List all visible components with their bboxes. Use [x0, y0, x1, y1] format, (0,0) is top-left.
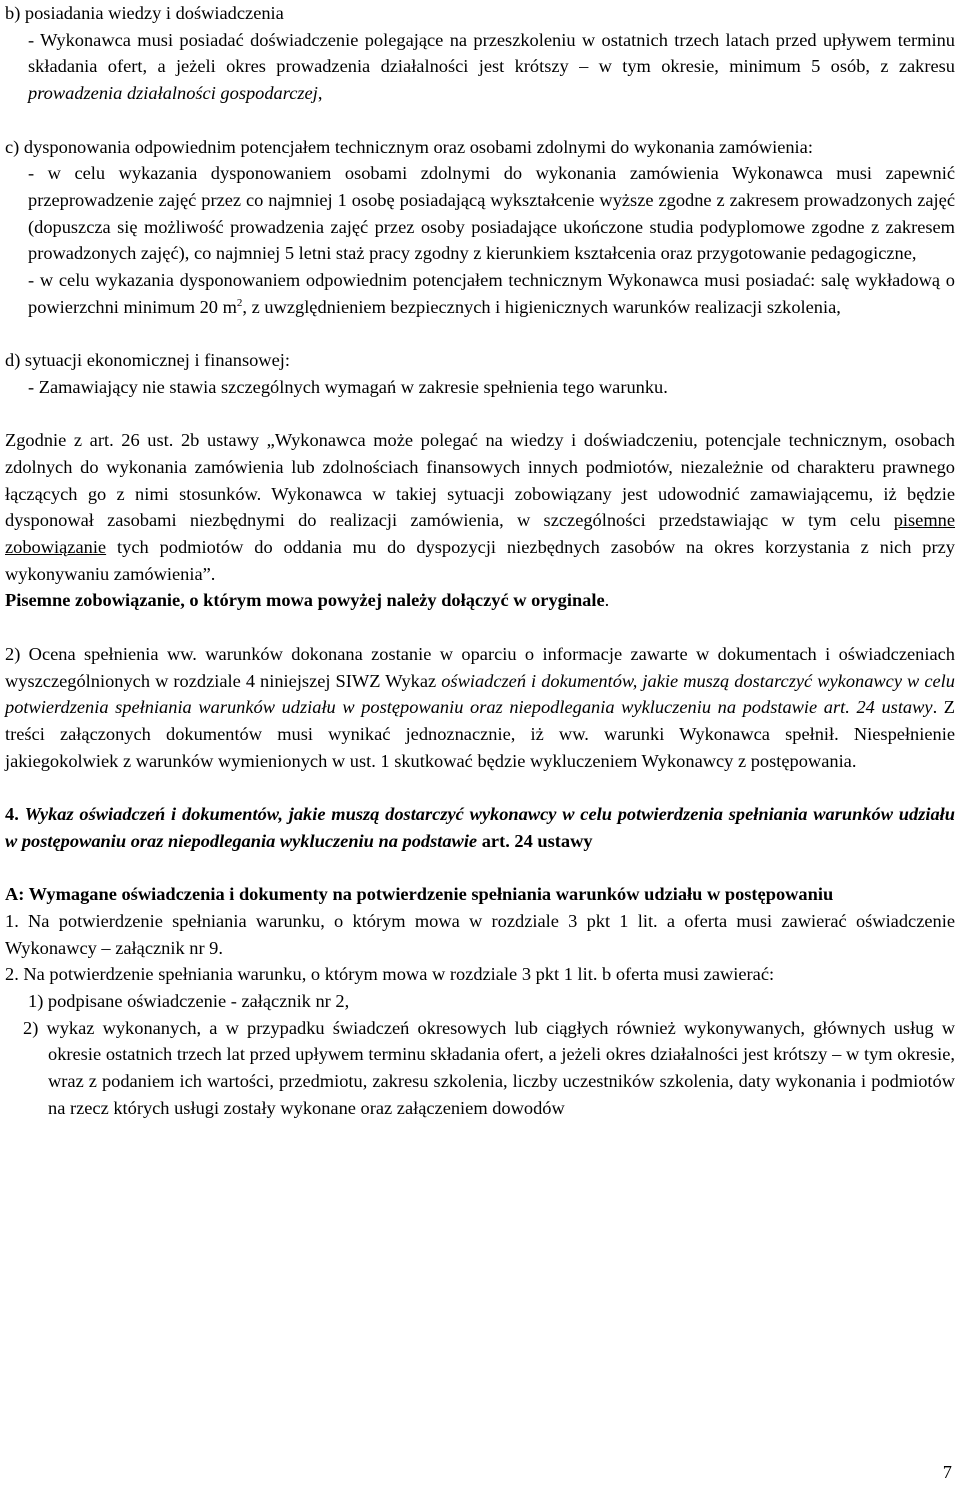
ocena-italic: oświadczeń i dokumentów, jakie muszą dostarczyć wykonawcy w celu potwierdzenia spełniania warunków udziału w postępowaniu oraz niepodlegania wykluczeniu na podstawie art. 24 ustawy	[5, 670, 955, 718]
article-26-bold-end: .	[604, 590, 610, 611]
section-a-heading: A: Wymagane oświadczenia i dokumenty na potwierdzenie spełniania warunków udziału w postępowaniu	[5, 884, 834, 905]
section-a-item-1: 1. Na potwierdzenie spełniania warunku, o którym mowa w rozdziale 3 pkt 1 lit. a oferta musi zawierać oświadczenie Wykonawcy – załącznik nr 9.	[5, 910, 955, 958]
section-c-item-2-text-b: , z uwzględnieniem bezpiecznych i higienicznych warunków realizacji szkolenia,	[242, 296, 841, 317]
article-26-text-a: Zgodnie z art. 26 ust. 2b ustawy „Wykonawca może polegać na wiedzy i doświadczeniu, potencjale technicznym, osobach zdolnych do wykonania zamówienia lub zdolnościach finansowych innych podmiotów, niezależnie od charakteru prawnego łączących go z nimi stosunków. Wykonawca w takiej sytuacji zobowiązany jest udowodnić zamawiającemu, iż będzie dysponował zasobami niezbędnymi do realizacji zamówienia, w szczególności przedstawiając w tym celu	[5, 430, 955, 531]
section-d-body: - Zamawiający nie stawia szczególnych wymagań w zakresie spełnienia tego warunku.	[28, 376, 668, 397]
section-4-italic: Wykaz oświadczeń i dokumentów, jakie muszą dostarczyć wykonawcy w celu potwierdzenia spełniania warunków udziału w postępowaniu oraz niepodlegania wykluczeniu na podstawie	[5, 804, 956, 851]
section-b-body-italic: prowadzenia działalności gospodarczej	[28, 83, 318, 104]
article-26-text-b: tych podmiotów do oddania mu do dyspozycji niezbędnych zasobów na okres korzystania z nich przy wykonywaniu zamówienia”.	[5, 537, 955, 584]
ocena-text-b: . Z treści załączonych dokumentów musi wynikać jednoznacznie, iż ww. warunki Wykonawca spełnił. Niespełnienie jakiegokolwiek z warunków wymienionych w ust. 1 skutkować będzie wykluczeniem Wykonawcy z postępowania.	[5, 697, 955, 771]
section-c-item-2-sup: 2	[236, 296, 243, 309]
section-4-end: art. 24 ustawy	[477, 830, 593, 851]
section-d-heading: d) sytuacji ekonomicznej i finansowej:	[5, 350, 290, 371]
section-c-item-2	[5, 267, 955, 320]
section-b-body	[5, 27, 955, 107]
page-number: 7	[942, 1462, 952, 1482]
article-26-paragraph	[5, 427, 955, 587]
section-b-heading: b) posiadania wiedzy i doświadczenia	[5, 3, 284, 23]
article-26-underlined: pisemne zobowiązanie	[5, 510, 955, 558]
article-26-bold-note	[5, 587, 955, 614]
section-a-item-2: 2. Na potwierdzenie spełniania warunku, o którym mowa w rozdziale 3 pkt 1 lit. b oferta musi zawierać:	[5, 964, 775, 985]
section-a-item-2-1: 1) podpisane oświadczenie - załącznik nr 2,	[28, 990, 350, 1011]
section-c-item-2-text-a: - w celu wykazania dysponowaniem odpowiednim potencjałem technicznym Wykonawca musi posiadać: salę wykładową o powierzchni minimum 20 m	[28, 270, 955, 317]
section-c-item-1: - w celu wykazania dysponowaniem osobami zdolnymi do wykonania zamówienia Wykonawca musi zapewnić przeprowadzenie zajęć przez co najmniej 1 osobę posiadającą wykształcenie wyższe zgodne z zakresem prowadzonych zajęć (dopuszcza się możliwość prowadzenia zajęć przez osoby posiadające ukończone studia podyplomowe zgodne z zakresem prowadzonych zajęć), co najmniej 5 letni staż pracy zgodny z kierunkiem kształcenia oraz przygotowanie pedagogiczne,	[28, 163, 955, 264]
section-c-heading: c) dysponowania odpowiednim potencjałem technicznym oraz osobami zdolnymi do wykonania zamówienia:	[5, 136, 813, 157]
section-4-number: 4.	[5, 804, 25, 825]
ocena-paragraph	[5, 641, 955, 775]
article-26-bold: Pisemne zobowiązanie, o którym mowa powyżej należy dołączyć w oryginale	[5, 590, 605, 611]
section-b-body-text: - Wykonawca musi posiadać doświadczenie polegające na przeszkoleniu w ostatnich trzech latach przed upływem terminu składania ofert, a jeżeli okres prowadzenia działalności jest krótszy – w tym okresie, minimum 5 osób, z zakresu	[28, 29, 955, 77]
document-page	[5, 0, 955, 1121]
ocena-text-a: 2) Ocena spełnienia ww. warunków dokonana zostanie w oparciu o informacje zawarte w dokumentach i oświadczeniach wyszczególnionych w rozdziale 4 niniejszej SIWZ Wykaz	[5, 643, 955, 691]
section-b-body-end: ,	[317, 83, 323, 104]
section-4-heading	[5, 801, 955, 854]
section-a-item-2-2: 2) wykaz wykonanych, a w przypadku świadczeń okresowych lub ciągłych również wykonywanych, głównych usług w okresie ostatnich trzech lat przed upływem terminu składania ofert, a jeżeli okres działalności jest krótszy – w tym okresie, wraz z podaniem ich wartości, przedmiotu, zakresu szkolenia, liczby uczestników szkolenia, daty wykonania i podmiotów na rzecz których usługi zostały wykonane oraz załączeniem dowodów	[23, 1017, 955, 1118]
